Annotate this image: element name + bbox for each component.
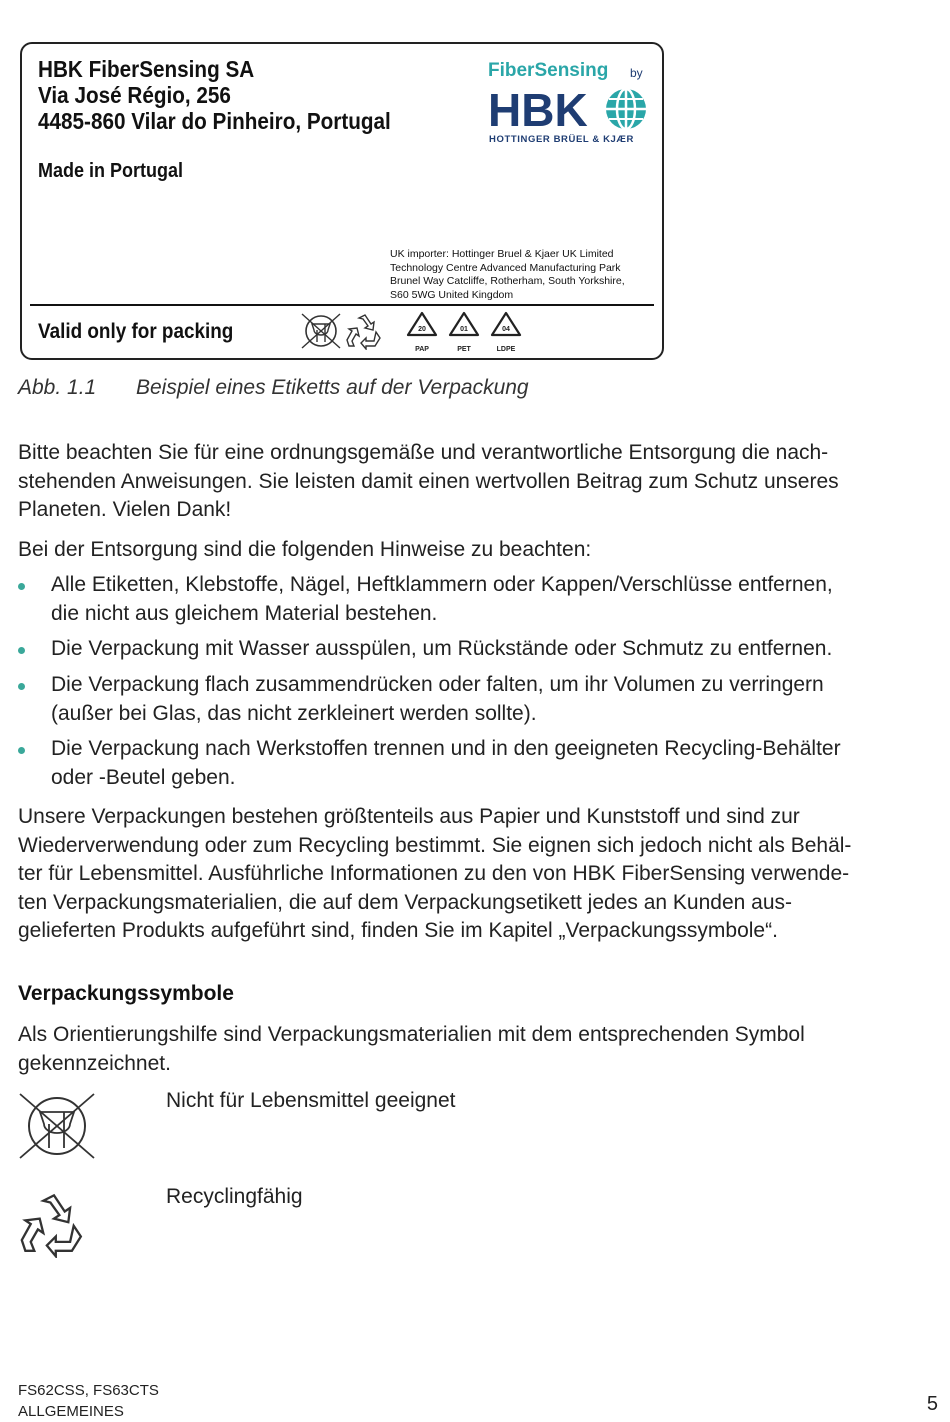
text-line: ten Verpackungsmaterialien, die auf dem Verpackungsetikett jedes an Kunden aus- — [18, 890, 792, 914]
text-line: Alle Etiketten, Klebstoffe, Nägel, Heftklammern oder Kappen/Verschlüsse entfernen, — [51, 573, 833, 596]
section-intro — [18, 1021, 938, 1078]
code-num: 04 — [502, 326, 510, 333]
text-line: Als Orientierungshilfe sind Verpackungsmaterialien mit dem entsprechenden Symbol — [18, 1023, 805, 1046]
text-line: gelieferten Produkts aufgeführt sind, finden Sie im Kapitel „Verpackungssymbole“. — [18, 919, 778, 942]
footer-model: FS62CSS, FS63CTS — [18, 1382, 159, 1399]
recycle-code-icon — [402, 310, 442, 338]
text-line: (außer bei Glas, das nicht zerkleinert werden sollte). — [51, 701, 537, 725]
label-divider — [30, 304, 654, 306]
label-address — [38, 56, 391, 134]
list-item — [18, 571, 928, 628]
list-item — [18, 635, 928, 664]
importer-line: Technology Centre Advanced Manufacturing Park — [390, 261, 621, 274]
not-for-food-icon — [300, 312, 342, 350]
not-for-food-icon — [18, 1092, 96, 1160]
text-line: Planeten. Vielen Dank! — [18, 498, 232, 521]
hbk-fibersensing-logo — [488, 54, 652, 144]
list-item — [18, 735, 928, 792]
company-name: HBK FiberSensing SA — [38, 56, 255, 82]
text-line: oder -Beutel geben. — [51, 765, 236, 789]
importer-line: S60 5WG United Kingdom — [390, 288, 514, 301]
footer-chapter: ALLGEMEINES — [18, 1403, 124, 1420]
text-line: stehenden Anweisungen. Sie leisten damit einen wertvollen Beitrag zum Schutz unseres — [18, 469, 839, 493]
recycling-icon — [18, 1190, 90, 1258]
text-line: Bitte beachten Sie für eine ordnungsgemäße und verantwortliche Entsorgung die nach- — [18, 441, 829, 464]
code-label: PAP — [415, 346, 429, 353]
code-num: 20 — [418, 326, 426, 333]
text-line: Die Verpackung nach Werkstoffen trennen und in den geeigneten Recycling-Behälter — [51, 737, 841, 760]
code-label: PET — [457, 346, 471, 353]
text-line: die nicht aus gleichem Material bestehen. — [51, 601, 438, 625]
packaging-label — [20, 42, 664, 360]
section-heading: Verpackungssymbole — [18, 982, 234, 1005]
footer — [18, 1380, 159, 1422]
bullet-dot — [18, 683, 25, 690]
bullet-dot — [18, 583, 25, 590]
valid-only-text: Valid only for packing — [38, 320, 234, 343]
street: Via José Régio, 256 — [38, 82, 231, 108]
text-line: gekennzeichnet. — [18, 1051, 171, 1075]
importer-line: Brunel Way Catcliffe, Rotherham, South Yorkshire, — [390, 275, 625, 288]
logo-by: by — [630, 66, 643, 80]
list-item — [18, 671, 928, 728]
code-num: 01 — [460, 326, 468, 333]
globe-icon — [606, 89, 646, 129]
importer-line: UK importer: Hottinger Bruel & Kjaer UK Limited — [390, 248, 614, 260]
logo-hbk: HBK — [488, 84, 588, 136]
symbol-description: Recyclingfähig — [166, 1185, 303, 1208]
figure-caption — [18, 376, 529, 400]
page-number: 5 — [926, 1393, 938, 1415]
logo-subtitle: HOTTINGER BRÜEL & KJÆR — [489, 134, 634, 144]
intro-paragraph — [18, 439, 938, 525]
bullet-dot — [18, 647, 25, 654]
symbol-description: Nicht für Lebensmittel geeignet — [166, 1089, 456, 1112]
caption-number: Abb. 1.1 — [18, 376, 97, 399]
text-line: Wiederverwendung oder zum Recycling bestimmt. Sie eignen sich jedoch nicht als Behäl- — [18, 833, 852, 857]
made-in: Made in Portugal — [38, 160, 184, 182]
recycle-code-icon — [486, 310, 526, 338]
recycle-code-icon — [444, 310, 484, 338]
bullet-dot — [18, 747, 25, 754]
outro-paragraph — [18, 803, 938, 946]
recycling-icon — [345, 312, 385, 350]
logo-fibersensing: FiberSensing — [488, 60, 609, 81]
uk-importer — [390, 248, 625, 302]
list-intro: Bei der Entsorgung sind die folgenden Hinweise zu beachten: — [18, 538, 592, 561]
city: 4485-860 Vilar do Pinheiro, Portugal — [38, 108, 391, 134]
code-label: LDPE — [496, 346, 516, 353]
text-line: ter für Lebensmittel. Ausführliche Informationen zu den von HBK FiberSensing verwende- — [18, 862, 850, 885]
caption-text: Beispiel eines Etiketts auf der Verpackung — [136, 376, 529, 399]
text-line: Die Verpackung mit Wasser ausspülen, um Rückstände oder Schmutz zu entfernen. — [51, 637, 833, 660]
text-line: Unsere Verpackungen bestehen größtenteils aus Papier und Kunststoff und sind zur — [18, 805, 800, 828]
text-line: Die Verpackung flach zusammendrücken oder falten, um ihr Volumen zu verringern — [51, 673, 824, 696]
